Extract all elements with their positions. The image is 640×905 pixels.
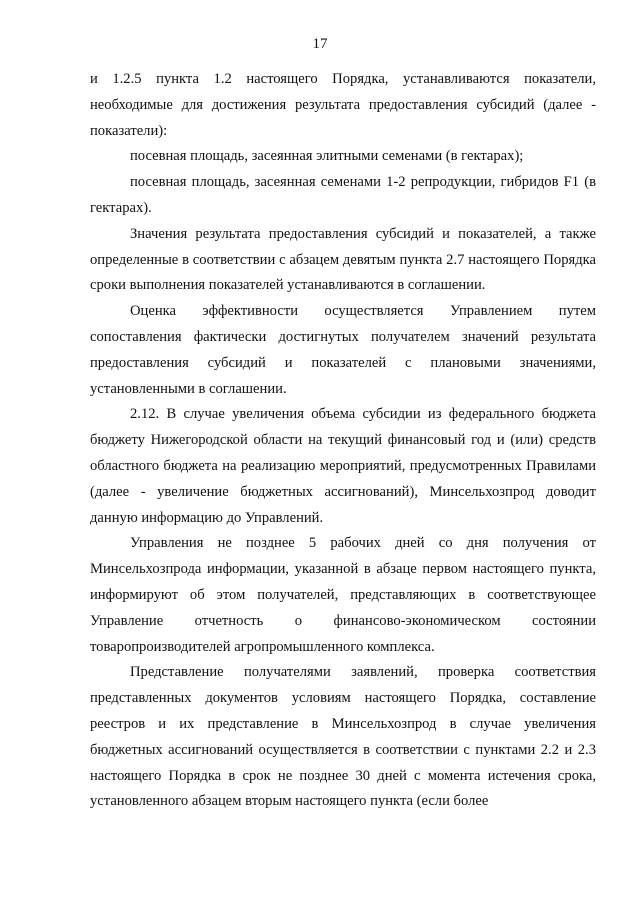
paragraph-6: 2.12. В случае увеличения объема субсидии из федерального бюджета бюджету Нижегородской области на текущий финансовый год и (или) средств областного бюджета на реализацию мероприятий, предусмотренных Правилами (далее - увеличение бюджетных ассигнований), Минсельхозпрод доводит данную информацию до Управлений. (90, 406, 596, 526)
paragraph-3: посевная площадь, засеянная семенами 1-2 репродукции, гибридов F1 (в гектарах). (90, 174, 596, 216)
page-number: 17 (312, 36, 328, 52)
paragraph-1: и 1.2.5 пункта 1.2 настоящего Порядка, устанавливаются показатели, необходимые для достижения результата предоставления субсидий (далее - показатели): (90, 71, 596, 139)
document-body (90, 67, 596, 815)
paragraph-8: Представление получателями заявлений, проверка соответствия представленных документов условиям настоящего Порядка, составление реестров и их представление в Минсельхозпрод в случае увеличения бюджетных ассигнований осуществляется в соответствии с пунктами 2.2 и 2.3 настоящего Порядка в срок не позднее 30 дней с момента истечения срока, установленного абзацем вторым настоящего пункта (если более (90, 664, 596, 810)
paragraph-5: Оценка эффективности осуществляется Управлением путем сопоставления фактически достигнутых получателем значений результата предоставления субсидий и показателей с плановыми значениями, установленными в соглашении. (90, 303, 596, 397)
paragraph-4: Значения результата предоставления субсидий и показателей, а также определенные в соответствии с абзацем девятым пункта 2.7 настоящего Порядка сроки выполнения показателей устанавливаются в соглашении. (90, 225, 596, 294)
paragraph-2: посевная площадь, засеянная элитными семенами (в гектарах); (130, 148, 524, 165)
paragraph-7: Управления не позднее 5 рабочих дней со дня получения от Минсельхозпрода информации, указанной в абзаце первом настоящего пункта, информируют об этом получателей, представляющих в соответствующее Управление отчетность о финансово-экономическом состоянии товаропроизводителей агропромышленного комплекса. (90, 535, 596, 655)
